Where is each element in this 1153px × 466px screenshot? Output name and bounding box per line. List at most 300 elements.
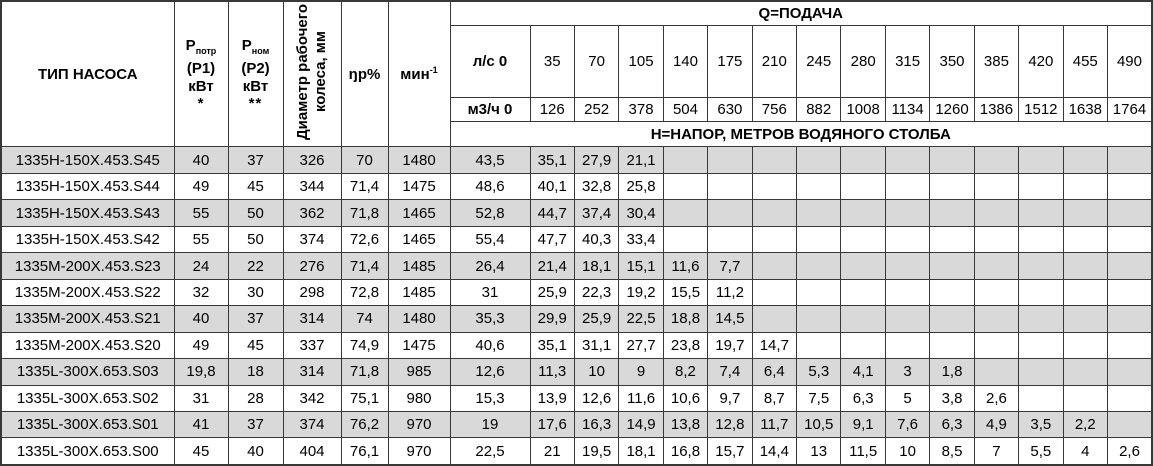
q-m3h-value: 1764 <box>1107 97 1152 121</box>
cell-head-value <box>1019 253 1063 279</box>
cell-head-value: 1,8 <box>930 359 974 385</box>
q-m3h-value: 378 <box>619 97 663 121</box>
cell-rpm: 1465 <box>388 226 450 252</box>
cell-p1-power: 19,8 <box>174 359 228 385</box>
cell-head-value: 7,5 <box>797 385 841 411</box>
cell-efficiency: 71,8 <box>341 359 388 385</box>
cell-head-value <box>797 253 841 279</box>
cell-head-value: 18,1 <box>574 253 618 279</box>
cell-head-value: 11,7 <box>752 412 796 438</box>
header-p1-power <box>174 1 228 147</box>
cell-head-value <box>1019 279 1063 305</box>
table-row <box>1 306 1152 332</box>
cell-head-value: 4,9 <box>974 412 1018 438</box>
p2-symbol: P <box>241 36 252 54</box>
cell-head-value: 5 <box>885 385 929 411</box>
cell-p1-power: 32 <box>174 279 228 305</box>
cell-impeller-diameter: 337 <box>283 332 341 358</box>
cell-head-value: 12,6 <box>574 385 618 411</box>
cell-head-value <box>974 173 1018 199</box>
cell-head-value <box>841 279 885 305</box>
cell-head-value: 19,5 <box>574 438 618 465</box>
cell-head-value <box>930 173 974 199</box>
cell-head-value <box>1063 385 1107 411</box>
cell-head-value <box>797 173 841 199</box>
p2-unit: кВт <box>242 77 269 95</box>
cell-head-value <box>841 332 885 358</box>
cell-p1-power: 45 <box>174 438 228 465</box>
q-ls-value: 420 <box>1019 26 1063 97</box>
cell-head-value: 5,3 <box>797 359 841 385</box>
cell-head-value <box>974 332 1018 358</box>
cell-rpm: 1480 <box>388 306 450 332</box>
cell-head-value: 27,7 <box>619 332 663 358</box>
q-ls-value: 175 <box>708 26 752 97</box>
cell-head-value <box>974 359 1018 385</box>
cell-rpm: 985 <box>388 359 450 385</box>
cell-head-value: 43,5 <box>450 147 530 173</box>
cell-impeller-diameter: 314 <box>283 306 341 332</box>
cell-head-value <box>974 200 1018 226</box>
cell-head-value: 11,3 <box>530 359 574 385</box>
cell-head-value: 2,6 <box>974 385 1018 411</box>
header-rpm <box>388 1 450 147</box>
cell-p1-power: 41 <box>174 412 228 438</box>
cell-head-value <box>1107 253 1152 279</box>
table-row <box>1 359 1152 385</box>
cell-head-value <box>1107 226 1152 252</box>
cell-head-value <box>1019 147 1063 173</box>
rpm-exponent: -1 <box>429 65 438 76</box>
header-row-q <box>1 1 1152 26</box>
q-ls-value: 280 <box>841 26 885 97</box>
cell-head-value <box>885 147 929 173</box>
cell-head-value: 2,6 <box>1107 438 1152 465</box>
cell-head-value <box>974 253 1018 279</box>
cell-head-value: 8,7 <box>752 385 796 411</box>
cell-head-value: 37,4 <box>574 200 618 226</box>
cell-head-value: 31,1 <box>574 332 618 358</box>
cell-p2-power: 18 <box>228 359 283 385</box>
cell-head-value <box>930 253 974 279</box>
cell-efficiency: 71,4 <box>341 173 388 199</box>
cell-head-value: 14,9 <box>619 412 663 438</box>
cell-rpm: 980 <box>388 385 450 411</box>
cell-head-value: 4 <box>1063 438 1107 465</box>
cell-head-value: 8,5 <box>930 438 974 465</box>
q-ls-value: 70 <box>574 26 618 97</box>
cell-head-value <box>1107 147 1152 173</box>
cell-head-value <box>885 226 929 252</box>
cell-head-value: 13,9 <box>530 385 574 411</box>
cell-head-value <box>752 200 796 226</box>
p1-designation: (P1) <box>186 59 216 77</box>
cell-head-value <box>885 332 929 358</box>
cell-head-value: 35,1 <box>530 332 574 358</box>
q-ls-value: 140 <box>663 26 707 97</box>
header-pump-type: ТИП НАСОСА <box>1 1 174 147</box>
cell-head-value: 6,4 <box>752 359 796 385</box>
cell-pump-type: 1335L-300X.653.S02 <box>1 385 174 411</box>
cell-pump-type: 1335L-300X.653.S00 <box>1 438 174 465</box>
table-row <box>1 200 1152 226</box>
cell-rpm: 1475 <box>388 332 450 358</box>
q-m3h-value: 1260 <box>930 97 974 121</box>
cell-head-value: 40,6 <box>450 332 530 358</box>
cell-efficiency: 75,1 <box>341 385 388 411</box>
cell-efficiency: 74,9 <box>341 332 388 358</box>
cell-head-value: 40,1 <box>530 173 574 199</box>
table-row <box>1 226 1152 252</box>
cell-head-value: 6,3 <box>930 412 974 438</box>
cell-p2-power: 45 <box>228 173 283 199</box>
cell-head-value <box>1019 173 1063 199</box>
cell-head-value: 10 <box>574 359 618 385</box>
table-row <box>1 385 1152 411</box>
cell-head-value: 22,3 <box>574 279 618 305</box>
cell-head-value <box>841 306 885 332</box>
p1-symbol: P <box>185 36 196 54</box>
impeller-diameter-label: Диаметр рабочего колеса, мм <box>294 4 329 141</box>
cell-head-value: 16,8 <box>663 438 707 465</box>
q-m3h-value: 882 <box>797 97 841 121</box>
cell-rpm: 1480 <box>388 147 450 173</box>
cell-head-value: 15,1 <box>619 253 663 279</box>
cell-head-value: 14,5 <box>708 306 752 332</box>
q-m3h-value: 1134 <box>885 97 929 121</box>
cell-head-value: 13 <box>797 438 841 465</box>
cell-head-value: 22,5 <box>619 306 663 332</box>
p1-subscript: потр <box>195 45 217 56</box>
cell-head-value <box>752 147 796 173</box>
cell-head-value <box>1063 359 1107 385</box>
cell-pump-type: 1335L-300X.653.S03 <box>1 359 174 385</box>
cell-pump-type: 1335L-300X.653.S01 <box>1 412 174 438</box>
q-m3h-value: 504 <box>663 97 707 121</box>
cell-p1-power: 49 <box>174 332 228 358</box>
cell-pump-type: 1335H-150X.453.S45 <box>1 147 174 173</box>
cell-head-value <box>841 226 885 252</box>
cell-head-value: 4,1 <box>841 359 885 385</box>
cell-head-value <box>841 200 885 226</box>
cell-head-value: 21,1 <box>619 147 663 173</box>
cell-p2-power: 37 <box>228 412 283 438</box>
q-m3h-value: 126 <box>530 97 574 121</box>
cell-head-value: 2,2 <box>1063 412 1107 438</box>
cell-head-value: 3 <box>885 359 929 385</box>
cell-impeller-diameter: 362 <box>283 200 341 226</box>
q-ls-value: 245 <box>797 26 841 97</box>
cell-head-value <box>885 253 929 279</box>
cell-head-value <box>708 200 752 226</box>
cell-rpm: 1465 <box>388 200 450 226</box>
cell-impeller-diameter: 374 <box>283 226 341 252</box>
cell-head-value <box>1019 226 1063 252</box>
cell-head-value <box>663 173 707 199</box>
q-ls-value: 210 <box>752 26 796 97</box>
cell-rpm: 1485 <box>388 279 450 305</box>
cell-impeller-diameter: 276 <box>283 253 341 279</box>
cell-head-value: 33,4 <box>619 226 663 252</box>
cell-rpm: 1475 <box>388 173 450 199</box>
cell-head-value <box>1019 200 1063 226</box>
cell-head-value: 21 <box>530 438 574 465</box>
q-ls-value: 350 <box>930 26 974 97</box>
cell-head-value: 15,5 <box>663 279 707 305</box>
cell-head-value <box>1107 359 1152 385</box>
cell-impeller-diameter: 298 <box>283 279 341 305</box>
cell-head-value: 13,8 <box>663 412 707 438</box>
cell-head-value: 11,2 <box>708 279 752 305</box>
cell-head-value <box>797 147 841 173</box>
cell-head-value <box>1107 412 1152 438</box>
cell-head-value <box>841 173 885 199</box>
cell-head-value <box>797 279 841 305</box>
cell-head-value: 3,5 <box>1019 412 1063 438</box>
cell-head-value <box>1107 279 1152 305</box>
cell-head-value: 3,8 <box>930 385 974 411</box>
cell-head-value: 40,3 <box>574 226 618 252</box>
cell-pump-type: 1335M-200X.453.S23 <box>1 253 174 279</box>
q-ls-value: 490 <box>1107 26 1152 97</box>
cell-head-value <box>1063 332 1107 358</box>
cell-head-value <box>1063 226 1107 252</box>
cell-p1-power: 55 <box>174 226 228 252</box>
cell-head-value: 14,7 <box>752 332 796 358</box>
cell-head-value <box>708 147 752 173</box>
header-h-head: Н=НАПОР, МЕТРОВ ВОДЯНОГО СТОЛБА <box>450 122 1152 147</box>
cell-head-value: 8,2 <box>663 359 707 385</box>
cell-head-value: 16,3 <box>574 412 618 438</box>
cell-head-value <box>841 253 885 279</box>
cell-head-value: 35,1 <box>530 147 574 173</box>
table-row <box>1 147 1152 173</box>
cell-head-value: 12,6 <box>450 359 530 385</box>
q-ls-value: 315 <box>885 26 929 97</box>
cell-head-value <box>663 200 707 226</box>
cell-efficiency: 76,1 <box>341 438 388 465</box>
cell-head-value <box>885 173 929 199</box>
cell-impeller-diameter: 404 <box>283 438 341 465</box>
table-row <box>1 332 1152 358</box>
cell-head-value: 22,5 <box>450 438 530 465</box>
cell-head-value: 55,4 <box>450 226 530 252</box>
cell-p2-power: 22 <box>228 253 283 279</box>
cell-head-value <box>885 279 929 305</box>
cell-head-value <box>930 200 974 226</box>
cell-head-value: 10,6 <box>663 385 707 411</box>
header-impeller-diameter <box>283 1 341 147</box>
cell-head-value: 23,8 <box>663 332 707 358</box>
cell-head-value: 21,4 <box>530 253 574 279</box>
cell-head-value <box>752 306 796 332</box>
cell-pump-type: 1335H-150X.453.S42 <box>1 226 174 252</box>
cell-head-value <box>1107 200 1152 226</box>
cell-p1-power: 49 <box>174 173 228 199</box>
cell-head-value: 15,3 <box>450 385 530 411</box>
q-m3h-value: 252 <box>574 97 618 121</box>
cell-head-value: 10,5 <box>797 412 841 438</box>
cell-head-value <box>797 200 841 226</box>
header-q-supply: Q=ПОДАЧА <box>450 1 1152 26</box>
cell-p1-power: 40 <box>174 147 228 173</box>
cell-head-value <box>930 279 974 305</box>
cell-head-value <box>663 226 707 252</box>
cell-efficiency: 70 <box>341 147 388 173</box>
cell-rpm: 1485 <box>388 253 450 279</box>
cell-head-value: 11,6 <box>663 253 707 279</box>
cell-p2-power: 30 <box>228 279 283 305</box>
q-m3h-value: 1638 <box>1063 97 1107 121</box>
cell-pump-type: 1335M-200X.453.S21 <box>1 306 174 332</box>
cell-pump-type: 1335M-200X.453.S20 <box>1 332 174 358</box>
cell-p2-power: 37 <box>228 147 283 173</box>
header-p2-power <box>228 1 283 147</box>
cell-head-value <box>1019 359 1063 385</box>
cell-head-value: 26,4 <box>450 253 530 279</box>
cell-head-value <box>708 226 752 252</box>
cell-head-value <box>974 306 1018 332</box>
cell-head-value: 25,9 <box>574 306 618 332</box>
cell-impeller-diameter: 344 <box>283 173 341 199</box>
cell-pump-type: 1335H-150X.453.S44 <box>1 173 174 199</box>
cell-head-value: 19,2 <box>619 279 663 305</box>
cell-head-value <box>1063 279 1107 305</box>
cell-head-value: 9,7 <box>708 385 752 411</box>
cell-head-value: 7 <box>974 438 1018 465</box>
cell-head-value: 11,6 <box>619 385 663 411</box>
cell-head-value: 17,6 <box>530 412 574 438</box>
cell-head-value: 11,5 <box>841 438 885 465</box>
cell-p2-power: 45 <box>228 332 283 358</box>
rpm-unit: мин <box>400 66 430 84</box>
cell-head-value <box>1019 332 1063 358</box>
cell-impeller-diameter: 314 <box>283 359 341 385</box>
cell-head-value: 12,8 <box>708 412 752 438</box>
cell-head-value <box>797 226 841 252</box>
cell-head-value <box>974 226 1018 252</box>
cell-head-value <box>1107 332 1152 358</box>
cell-head-value: 44,7 <box>530 200 574 226</box>
cell-head-value <box>974 147 1018 173</box>
cell-p1-power: 55 <box>174 200 228 226</box>
cell-head-value <box>1107 173 1152 199</box>
q-m3h-value: 1512 <box>1019 97 1063 121</box>
q-ls-value: 455 <box>1063 26 1107 97</box>
p2-subscript: ном <box>251 45 270 56</box>
cell-head-value <box>885 200 929 226</box>
cell-head-value <box>1063 306 1107 332</box>
q-m3h-value: 1386 <box>974 97 1018 121</box>
cell-head-value: 27,9 <box>574 147 618 173</box>
header-m3h-label: м3/ч 0 <box>450 97 530 121</box>
cell-head-value: 7,7 <box>708 253 752 279</box>
cell-p2-power: 28 <box>228 385 283 411</box>
cell-p2-power: 50 <box>228 200 283 226</box>
q-m3h-value: 756 <box>752 97 796 121</box>
cell-head-value: 25,8 <box>619 173 663 199</box>
p2-footnote-mark: ** <box>248 94 263 112</box>
cell-head-value <box>1019 385 1063 411</box>
cell-head-value <box>841 147 885 173</box>
cell-head-value: 6,3 <box>841 385 885 411</box>
cell-impeller-diameter: 342 <box>283 385 341 411</box>
cell-head-value: 30,4 <box>619 200 663 226</box>
table-row <box>1 412 1152 438</box>
cell-p1-power: 24 <box>174 253 228 279</box>
cell-efficiency: 72,8 <box>341 279 388 305</box>
cell-head-value <box>708 173 752 199</box>
cell-head-value: 32,8 <box>574 173 618 199</box>
cell-head-value: 31 <box>450 279 530 305</box>
cell-head-value <box>1107 385 1152 411</box>
cell-head-value <box>752 226 796 252</box>
table-row <box>1 253 1152 279</box>
cell-head-value <box>1063 147 1107 173</box>
cell-efficiency: 71,4 <box>341 253 388 279</box>
cell-head-value <box>974 279 1018 305</box>
cell-head-value: 5,5 <box>1019 438 1063 465</box>
cell-head-value: 29,9 <box>530 306 574 332</box>
cell-efficiency: 72,6 <box>341 226 388 252</box>
cell-head-value <box>752 253 796 279</box>
table-row <box>1 279 1152 305</box>
table-row <box>1 173 1152 199</box>
header-ls-label: л/с 0 <box>450 26 530 97</box>
table-row <box>1 438 1152 465</box>
cell-head-value: 14,4 <box>752 438 796 465</box>
cell-head-value: 48,6 <box>450 173 530 199</box>
q-ls-value: 385 <box>974 26 1018 97</box>
q-m3h-value: 1008 <box>841 97 885 121</box>
cell-rpm: 970 <box>388 412 450 438</box>
cell-head-value <box>930 147 974 173</box>
cell-p1-power: 40 <box>174 306 228 332</box>
cell-head-value: 52,8 <box>450 200 530 226</box>
cell-head-value <box>752 173 796 199</box>
cell-head-value: 15,7 <box>708 438 752 465</box>
cell-efficiency: 71,8 <box>341 200 388 226</box>
cell-head-value: 47,7 <box>530 226 574 252</box>
cell-head-value <box>930 332 974 358</box>
p1-footnote-mark: * <box>197 94 205 112</box>
cell-head-value: 7,6 <box>885 412 929 438</box>
q-m3h-value: 630 <box>708 97 752 121</box>
cell-rpm: 970 <box>388 438 450 465</box>
cell-head-value: 9,1 <box>841 412 885 438</box>
q-ls-value: 105 <box>619 26 663 97</box>
cell-impeller-diameter: 374 <box>283 412 341 438</box>
header-efficiency: ŋp% <box>341 1 388 147</box>
cell-head-value <box>1063 253 1107 279</box>
cell-head-value: 18,8 <box>663 306 707 332</box>
cell-p2-power: 50 <box>228 226 283 252</box>
cell-pump-type: 1335M-200X.453.S22 <box>1 279 174 305</box>
p1-unit: кВт <box>188 77 214 95</box>
cell-head-value <box>797 332 841 358</box>
cell-head-value: 19 <box>450 412 530 438</box>
cell-head-value <box>1019 306 1063 332</box>
cell-head-value <box>1107 306 1152 332</box>
cell-head-value: 35,3 <box>450 306 530 332</box>
cell-pump-type: 1335H-150X.453.S43 <box>1 200 174 226</box>
p2-designation: (P2) <box>241 59 270 77</box>
cell-efficiency: 76,2 <box>341 412 388 438</box>
cell-head-value <box>930 226 974 252</box>
cell-head-value: 25,9 <box>530 279 574 305</box>
q-ls-value: 35 <box>530 26 574 97</box>
cell-p1-power: 31 <box>174 385 228 411</box>
